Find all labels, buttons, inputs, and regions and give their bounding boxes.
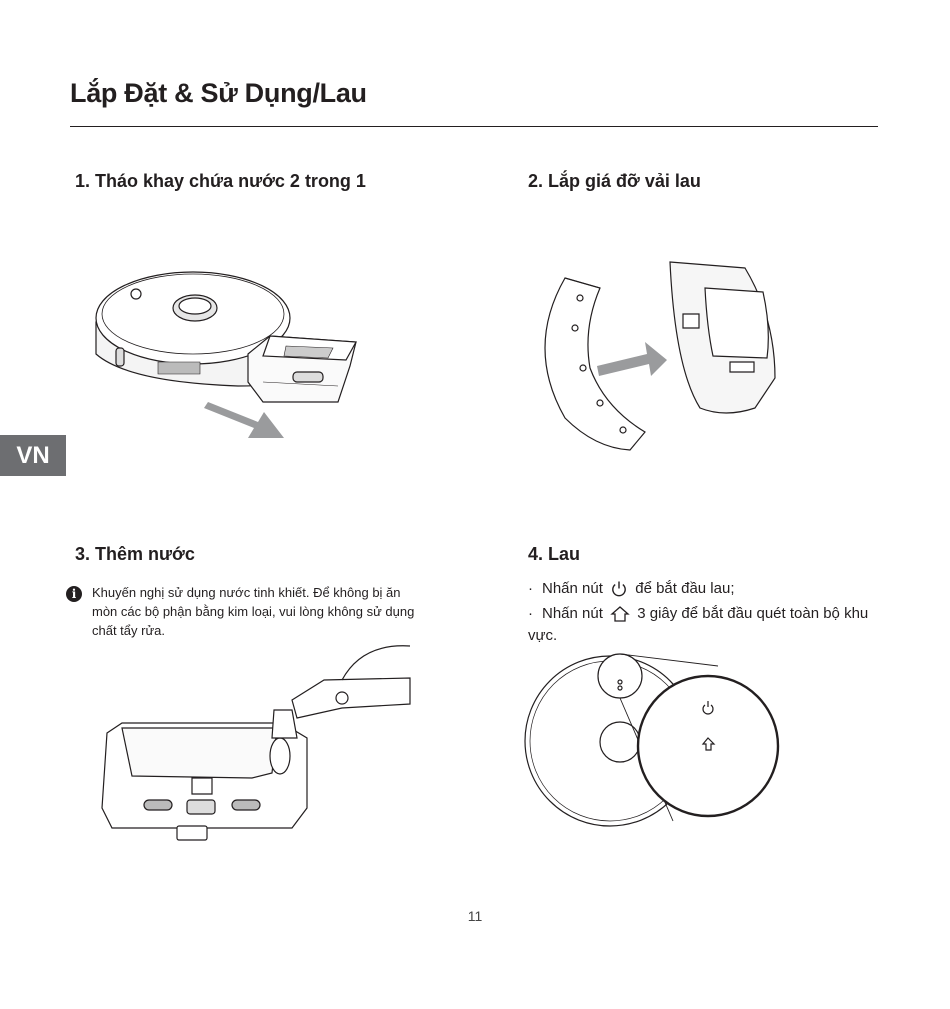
bullet-dot: · <box>528 605 533 622</box>
step-2-title: 2. Lắp giá đỡ vải lau <box>528 171 701 191</box>
language-tab: VN <box>0 435 66 476</box>
step-4-illustration <box>528 646 790 836</box>
power-icon <box>610 580 628 598</box>
step-4-bullet-1 <box>528 578 888 600</box>
step-2-illustration <box>535 258 785 458</box>
bullet-1-before: Nhấn nút <box>542 580 603 597</box>
home-icon <box>610 605 630 623</box>
safety-note <box>66 583 416 640</box>
page-title: Lắp Đặt & Sử Dụng/Lau <box>70 78 367 108</box>
bullet-2-before: Nhấn nút <box>542 605 603 622</box>
bullet-2-after: 3 giây để bắt đầu quét toàn bộ khu vực. <box>528 605 869 644</box>
step-1-illustration <box>88 262 368 447</box>
step-1-title: 1. Tháo khay chứa nước 2 trong 1 <box>75 171 366 191</box>
bullet-1-after: để bắt đầu lau; <box>635 580 735 597</box>
step-3-illustration <box>92 638 410 850</box>
page-number: 11 <box>467 908 483 924</box>
step-4-title: 4. Lau <box>528 544 581 564</box>
step-3-title: 3. Thêm nước <box>75 544 195 564</box>
info-icon: i <box>66 586 82 602</box>
bullet-dot: · <box>528 580 533 597</box>
step-4-bullet-2 <box>528 603 888 647</box>
note-text: Khuyến nghị sử dụng nước tinh khiết. Để không bị ăn mòn các bộ phận bằng kim loại, vui lòng không sử dụng chất tẩy rửa. <box>92 585 415 638</box>
title-divider <box>70 126 878 127</box>
